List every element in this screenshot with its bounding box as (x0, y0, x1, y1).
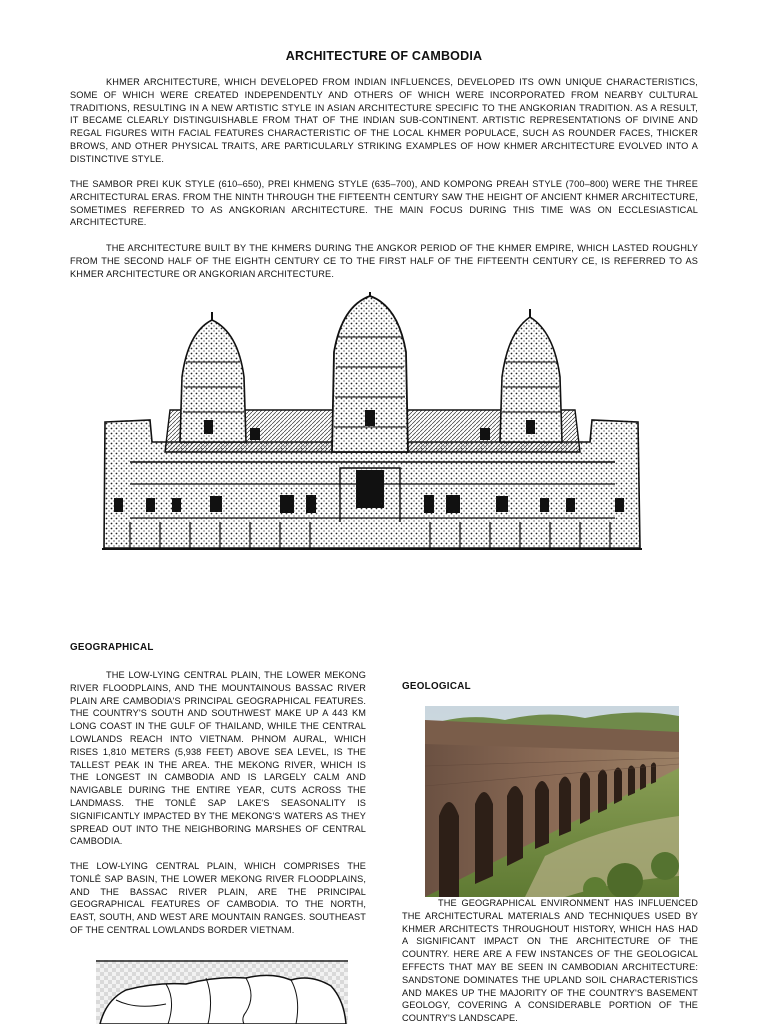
angkor-wat-illustration (100, 292, 645, 554)
cambodia-map (96, 960, 348, 1024)
stone-bridge-photo (425, 706, 679, 897)
intro-paragraph: THE ARCHITECTURE BUILT BY THE KHMERS DURING THE ANGKOR PERIOD OF THE KHMER EMPIRE, WHICH LASTED ROUGHLY FROM THE SECOND HALF OF THE EIGHTH CENTURY CE TO THE FIRST HALF OF THE FIFTEENTH CENTURY CE, IS REFERRED TO AS KHMER ARCHITECTURE OR ANGKORIAN ARCHITECTURE. (70, 243, 698, 279)
page-title: ARCHITECTURE OF CAMBODIA (285, 49, 483, 63)
geographical-paragraph: THE LOW-LYING CENTRAL PLAIN, WHICH COMPRISES THE TONLÉ SAP BASIN, THE LOWER MEKONG RIVER FLOODPLAINS, AND THE BASSAC RIVER PLAIN, ARE THE PRINCIPAL GEOGRAPHICAL FEATURES OF CAMBODIA. TO THE NORTH, EAST, SOUTH, AND WEST ARE MOUNTAIN RANGES. SOUTHEAST OF THE CENTRAL LOWLANDS BORDER VIETNAM. (70, 861, 366, 935)
section-heading-geological: GEOLOGICAL (402, 681, 471, 692)
intro-paragraph: KHMER ARCHITECTURE, WHICH DEVELOPED FROM INDIAN INFLUENCES, DEVELOPED ITS OWN UNIQUE CHARACTERISTICS, SOME OF WHICH WERE CREATED INDEPENDENTLY AND OTHERS OF WHICH WERE INCORPORATED FROM NEARBY CULTURAL TRADITIONS, RESULTING IN A NEW ARTISTIC STYLE IN ASIAN ARCHITECTURE SPECIFIC TO THE ANGKORIAN TRADITION. AS A RESULT, IT BECAME CLEARLY DISTINGUISHABLE FROM THAT OF THE INDIAN SUB-CONTINENT. ARTISTIC REPRESENTATIONS OF DIVINE AND REGAL FIGURES WITH FACIAL FEATURES CHARACTERISTIC OF THE LOCAL KHMER POPULACE, SUCH AS ROUNDER FACES, THICKER BROWS, AND OTHER PHYSICAL TRAITS, ARE PARTICULARLY STRIKING EXAMPLES OF HOW KHMER ARCHITECTURE EVOLVED INTO A DISTINCTIVE STYLE. (70, 77, 698, 164)
geographical-paragraph: THE LOW-LYING CENTRAL PLAIN, THE LOWER MEKONG RIVER FLOODPLAINS, AND THE MOUNTAINOUS BASSAC RIVER PLAIN ARE CAMBODIA'S PRINCIPAL GEOGRAPHICAL FEATURES. THE COUNTRY'S SOUTH AND SOUTHWEST MAKE UP A 443 KM LONG COAST IN THE GULF OF THAILAND, WHILE THE CENTRAL LOWLANDS REACH INTO VIETNAM. PHNOM AURAL, WHICH RISES 1,810 METERS (5,938 FEET) ABOVE SEA LEVEL, IS THE TALLEST PEAK IN THE AREA. THE MEKONG RIVER, WHICH IS THE LONGEST IN CAMBODIA AND IS LARGELY CALM AND NAVIGABLE DURING THE ENTIRE YEAR, CUTS ACROSS THE LANDMASS. THE TONLÉ SAP LAKE'S SEASONALITY IS SIGNIFICANTLY IMPACTED BY THE MEKONG'S WATERS AS THEY SPREAD OUT INTO THE NEIGHBORING MARSHES OF CENTRAL CAMBODIA. (70, 670, 366, 847)
geological-paragraph: THE GEOGRAPHICAL ENVIRONMENT HAS INFLUENCED THE ARCHITECTURAL MATERIALS AND TECHNIQUES USED BY KHMER ARCHITECTS THROUGHOUT HISTORY, WHICH HAS HAD A SIGNIFICANT IMPACT ON THE ARCHITECTURE OF THE COUNTRY. HERE ARE A FEW INSTANCES OF THE GEOLOGICAL EFFECTS THAT MAY BE SEEN IN CAMBODIAN ARCHITECTURE: SANDSTONE DOMINATES THE UPLAND SOIL CHARACTERISTICS AND MAKES UP THE MAJORITY OF THE COUNTRY'S BASEMENT GEOLOGY, COVERING A CONSIDERABLE PORTION OF THE COUNTRY'S LANDSCAPE. (402, 898, 698, 1024)
section-heading-geographical: GEOGRAPHICAL (70, 642, 154, 653)
intro-paragraph: THE SAMBOR PREI KUK STYLE (610–650), PREI KHMENG STYLE (635–700), AND KOMPONG PREAH STYLE (700–800) WERE THE THREE ARCHITECTURAL ERAS. FROM THE NINTH THROUGH THE FIFTEENTH CENTURY SAW THE HEIGHT OF ANCIENT KHMER ARCHITECTURE, SOMETIMES REFERRED TO AS ANGKORIAN ARCHITECTURE. THE MAIN FOCUS DURING THIS TIME WAS ON ECCLESIASTICAL ARCHITECTURE. (70, 179, 698, 228)
